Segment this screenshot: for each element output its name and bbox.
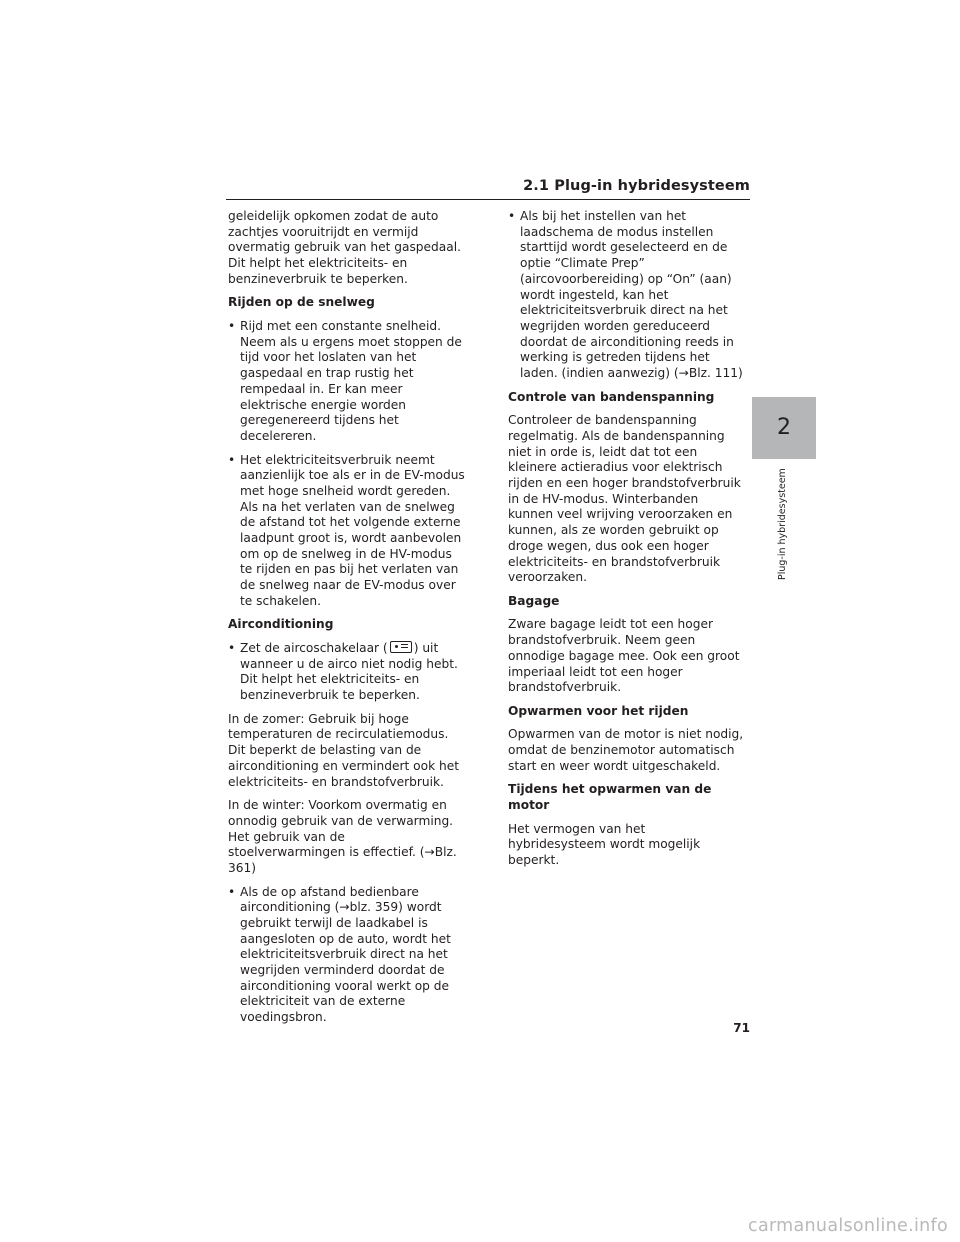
aircon-text-after: ) uit wanneer u de airco niet nodig hebt. Dit helpt het elektriciteits- en benzineverbruik te beperken. [240,641,458,703]
aircon-heading: Airconditioning [228,617,334,632]
chapter-number: 2 [777,415,791,440]
list-item [228,319,466,445]
bullet-marker: • [228,452,236,467]
summer-paragraph: In de zomer: Gebruik bij hoge temperaturen de recirculatiemodus. Dit beperkt de belasting van de airconditioning en vermindert ook het elektriciteits- en brandstofverbruik. [228,711,459,789]
bullet-marker: • [228,319,236,333]
warmup-heading: Opwarmen voor het rijden [508,703,689,718]
list-item [228,885,466,1026]
list-item-text: Rijd met een constante snelheid. Neem als u ergens moet stoppen de tijd voor het loslaten van het gaspedaal en trap rustig het rempedaal in. Er kan meer elektrische energie worden geregenereerd tijdens het decelereren. [240,319,462,443]
bullet-marker: • [508,209,516,223]
ac-switch-icon [390,641,412,653]
right-column [508,209,746,877]
chapter-side-label: Plug-in hybridesysteem [777,468,788,580]
tire-heading: Controle van bandenspanning [508,389,715,404]
winter-paragraph: In de winter: Voorkom overmatig en onnodig gebruik van de verwarming. Het gebruik van de stoelverwarmingen is effectief. (→Blz. 361) [228,798,457,875]
intro-paragraph: geleidelijk opkomen zodat de auto zachtjes vooruitrijdt en vermijd overmatig gebruik van het gaspedaal. Dit helpt het elektriciteits- en benzineverbruik te beperken. [228,209,461,286]
list-item-text: Als bij het instellen van het laadschema de modus instellen starttijd wordt geselecteerd en de optie “Climate Prep” (aircovoorbereiding) op “On” (aan) wordt ingesteld, kan het elektriciteitsverbruik direct na het wegrijden worden gereduceerd doordat de airconditioning reeds in werking is getreden tijdens het laden. (indien aanwezig) (→Blz. 111) [520,209,743,381]
section-header-title: 2.1 Plug-in hybridesysteem [523,178,750,194]
during-warmup-paragraph: Het vermogen van het hybridesysteem wordt mogelijk beperkt. [508,821,701,868]
luggage-paragraph: Zware bagage leidt tot een hoger brandstofverbruik. Neem geen onnodige bagage mee. Ook een groot imperiaal leidt tot een hoger brandstofverbruik. [508,617,740,695]
luggage-heading: Bagage [508,593,560,608]
warmup-paragraph: Opwarmen van de motor is niet nodig, omdat de benzinemotor automatisch start en weer wordt uitgeschakeld. [508,727,744,773]
list-item [508,209,746,382]
bullet-marker: • [228,641,236,656]
bullet-marker: • [228,884,236,899]
list-item [228,641,466,704]
list-item-text: Als de op afstand bedienbare airconditioning (→blz. 359) wordt gebruikt terwijl de laadkabel is aangesloten op de auto, wordt het elektriciteitsverbruik direct na het wegrijden verminderd doordat de airconditioning vooral werkt op de elektriciteit van de externe voedingsbron. [240,884,451,1025]
page-number: 71 [733,1021,750,1035]
list-item-text: Het elektriciteitsverbruik neemt aanzienlijk toe als er in de EV-modus met hoge snelheid wordt gereden. Als na het verlaten van de snelweg de afstand tot het volgende externe laadpunt groot is, wordt aanbevolen om op de snelweg in de HV-modus te rijden en pas bij het verlaten van de snelweg naar de EV-modus over te schakelen. [240,452,465,608]
during-warmup-heading: Tijdens het opwarmen van de motor [508,782,712,813]
tire-paragraph: Controleer de bandenspanning regelmatig. Als de bandenspanning niet in orde is, leidt dat tot een kleinere actieradius voor elektrisch rijden en een hoger brandstofverbruik in de HV-modus. Winterbanden kunnen veel wrijving veroorzaken en kunnen, als ze worden gebruikt op droge wegen, dus ook een hoger elektriciteits- en brandstofverbruik veroorzaken. [508,413,741,585]
header-divider [226,199,750,200]
highway-heading: Rijden op de snelweg [228,295,375,310]
watermark: carmanualsonline.info [748,1216,948,1236]
aircon-text-before: Zet de aircoschakelaar ( [240,641,388,656]
list-item [228,453,466,610]
left-column [228,209,466,1034]
chapter-tab [752,397,816,459]
